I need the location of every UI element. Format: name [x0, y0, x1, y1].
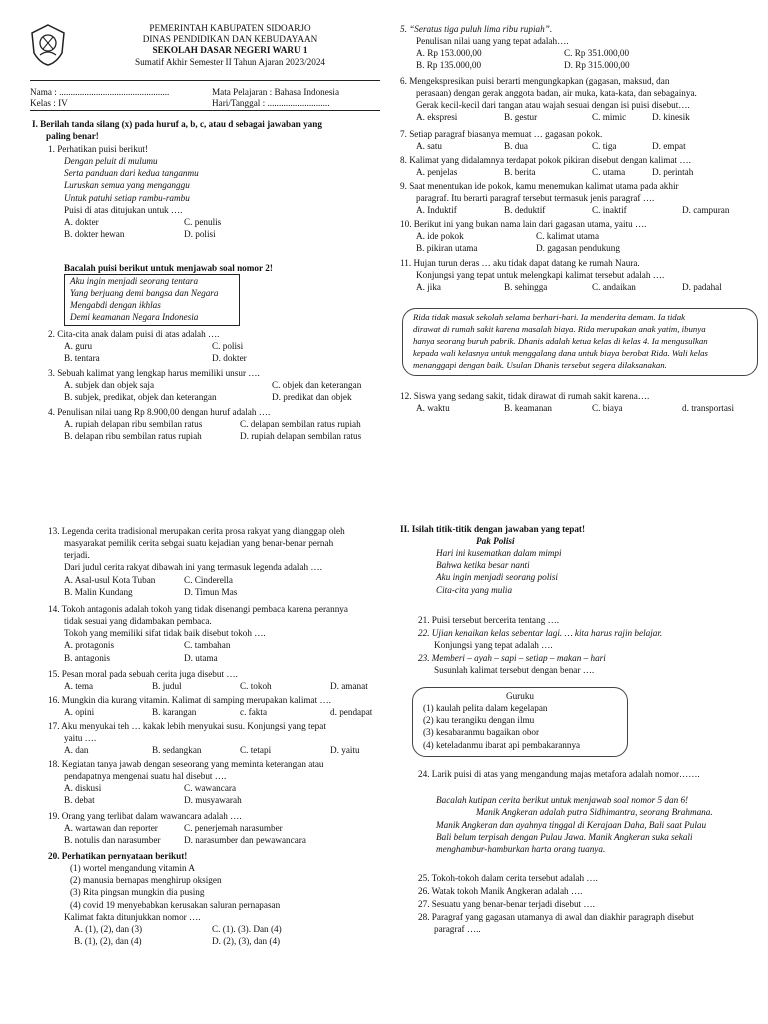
q26-stem: 26. Watak tokoh Manik Angkeran adalah ….: [418, 886, 583, 896]
q17-option-c[interactable]: C. tetapi: [240, 745, 272, 756]
q6-option-a[interactable]: A. ekspresi: [416, 112, 458, 123]
q11-option-a[interactable]: A. jika: [416, 282, 442, 293]
q18-line-2: pendapatnya mengenai suatu hal disebut ….: [64, 771, 227, 782]
poem-2-instruction: Bacalah puisi berikut untuk menjawab soal nomor 2!: [64, 263, 273, 273]
q18-options-row-2: [48, 794, 383, 806]
q7-option-b[interactable]: B. dua: [504, 141, 528, 152]
story-2-line: Bali belum terpisah dengan Pulau Jawa. Manik Angkeran suka sekali: [436, 831, 693, 842]
subject-field: Mata Pelajaran : Bahasa Indonesia: [212, 87, 340, 97]
q12-option-d[interactable]: d. transportasi: [682, 403, 735, 414]
q14-option-b[interactable]: B. antagonis: [64, 652, 110, 663]
q13-options-row-2: [48, 586, 383, 598]
q19-options-row-1: [48, 822, 383, 834]
q10-option-c[interactable]: C. kalimat utama: [536, 231, 600, 242]
header-exam-title: Sumatif Akhir Semester II Tahun Ajaran 2023/2024: [134, 56, 326, 67]
q18-option-d[interactable]: D. musyawarah: [184, 795, 242, 806]
q4-option-d[interactable]: D. rupiah delapan sembilan ratus: [240, 431, 362, 442]
q20-ask: Kalimat fakta ditunjukkan nomor ….: [64, 911, 201, 922]
q17-options: [48, 744, 383, 756]
q18-option-c[interactable]: C. wawancara: [184, 783, 237, 794]
q20-statement: (1) wortel mengandung vitamin A: [70, 863, 196, 874]
q18-line-1: 18. Kegiatan tanya jawab dengan seseorang yang meminta keterangan atau: [48, 759, 324, 769]
q10-options-row-1: [400, 230, 740, 242]
section-2-title: II. Isilah titik-titik dengan jawaban yang tepat!: [400, 524, 586, 534]
q17-line-1: 17. Aku menyukai teh … kakak lebih menyukai susu. Konjungsi yang tepat: [48, 721, 326, 731]
q1-options: [48, 216, 378, 228]
q2-options-row-1: [48, 340, 378, 352]
story-2-line: menghambur-hamburkan harta orang tuanya.: [436, 844, 606, 855]
story-2-intro: Bacalah kutipan cerita berikut untuk menjawab soal nomor 5 dan 6!: [436, 795, 689, 805]
q2-option-a[interactable]: A. guru: [64, 341, 93, 352]
q14-options-row-2: [48, 652, 383, 664]
q15-option-b[interactable]: B. judul: [152, 681, 182, 692]
q6-line-2: perasaan) dengan gerak anggota badan, air muka, kata-kata, dan sebagainya.: [416, 88, 697, 99]
q7-option-c[interactable]: C. tiga: [592, 141, 617, 152]
q8-option-b[interactable]: B. berita: [504, 167, 536, 178]
q3-options-row-1: [48, 379, 378, 391]
q14-option-a[interactable]: A. protagonis: [64, 640, 115, 651]
q13-line-2: masyarakat pemilik cerita sebgai suatu kejadian yang benar-benar pernah: [64, 538, 334, 549]
question-12: [400, 390, 740, 414]
q14-option-c[interactable]: C. tambahan: [184, 640, 231, 651]
q14-option-d[interactable]: D. utama: [184, 652, 218, 663]
q13-options-row-1: [48, 574, 383, 586]
q20-options-row-2: [48, 935, 383, 947]
q14-options-row-1: [48, 639, 383, 651]
q22-stem: 22. Ujian kenaikan kelas sebentar lagi. … kita harus rajin belajar.: [418, 628, 663, 638]
q6-option-b[interactable]: B. gestur: [504, 112, 538, 123]
q8-option-d[interactable]: D. perintah: [652, 167, 694, 178]
class-field: Kelas : IV: [30, 98, 68, 108]
school-emblem-logo: [28, 23, 68, 67]
story-1-line: dirawat di rumah sakit karena masalah biaya. Rida merupakan anak yatim, ibunya: [413, 323, 706, 334]
q20-statement: (3) Rita pingsan mungkin dia pusing: [70, 887, 205, 898]
q5-option-a[interactable]: A. Rp 153.000,00: [416, 48, 482, 59]
q9-option-d[interactable]: D. campuran: [682, 205, 730, 216]
q12-option-c[interactable]: C. biaya: [592, 403, 623, 414]
q19-stem: 19. Orang yang terlibat dalam wawancara adalah ….: [48, 811, 242, 821]
q8-option-c[interactable]: C. utama: [592, 167, 626, 178]
q4-options-row-1: [48, 418, 378, 430]
q13-option-d[interactable]: D. Timun Mas: [184, 586, 238, 597]
q21-stem: 21. Puisi tersebut bercerita tentang ….: [418, 615, 560, 625]
question-28: [418, 911, 748, 935]
name-field[interactable]: Nama : ................................................: [30, 87, 170, 97]
q7-options: [400, 140, 740, 152]
q11-sub: Konjungsi yang tepat untuk melengkapi kalimat tersebut adalah ….: [416, 270, 665, 281]
q2-option-d[interactable]: D. dokter: [212, 353, 247, 364]
question-9: [400, 180, 740, 216]
question-6: [400, 75, 740, 124]
q16-option-c[interactable]: c. fakta: [240, 707, 268, 718]
story-1-line: kepada wali kelasnya untuk menggalang dana untuk biaya berobat Rida. Wali kelas: [413, 347, 708, 358]
q9-option-a[interactable]: A. Induktif: [416, 205, 457, 216]
q4-option-c[interactable]: C. delapan sembilan ratus rupiah: [240, 419, 361, 430]
q1-poem-line: Dengan peluit di mulumu: [64, 156, 158, 167]
question-4: [48, 406, 378, 442]
q28-line-2: paragraf …..: [434, 924, 481, 935]
section-1-title-cont: paling benar!: [46, 131, 99, 142]
q6-options: [400, 111, 740, 123]
poem-line: Aku ingin menjadi seorang polisi: [436, 572, 558, 583]
q6-option-c[interactable]: C. mimic: [592, 112, 627, 123]
q5-options-row-2: [400, 59, 740, 71]
q1-option-b[interactable]: B. dokter hewan: [64, 228, 125, 239]
section-1-title: I. Berilah tanda silang (x) pada huruf a, b, c, atau d sebagai jawaban yang: [32, 119, 322, 129]
poem-2-line: Yang berjuang demi bangsa dan Negara: [70, 287, 219, 298]
q6-line-1: 6. Mengekspresikan puisi berarti mengungkapkan (gagasan, maksud, dan: [400, 76, 670, 86]
q1-poem-line: Luruskan semua yang menganggu: [64, 180, 190, 191]
q1-poem: [48, 155, 378, 204]
question-17: [48, 720, 383, 756]
q20-statements: [48, 862, 383, 911]
q20-option-a[interactable]: A. (1), (2), dan (3): [74, 923, 143, 934]
q13-option-b[interactable]: B. Malin Kundang: [64, 586, 133, 597]
story-2-excerpt: [436, 794, 756, 856]
q5-sub: Penulisan nilai uang yang tepat adalah….: [416, 36, 569, 47]
q19-option-d[interactable]: D. narasumber dan pewawancara: [184, 835, 306, 846]
q10-stem: 10. Berikut ini yang bukan nama lain dari gagasan utama, yaitu ….: [400, 219, 647, 229]
story-1-line: hanya seorang buruh pabrik. Dhanis adalah ketua kelas di kelas 4. Ia mengusulkan: [413, 335, 708, 346]
q1-option-c[interactable]: C. penulis: [184, 216, 222, 227]
question-7: [400, 128, 740, 152]
q13-line-1: 13. Legenda cerita tradisional merupakan cerita prosa rakyat yang dianggap oleh: [48, 526, 345, 536]
section-1-instructions: [32, 118, 382, 142]
q1-poem-line: Serta panduan dari kedua tanganmu: [64, 168, 199, 179]
header-line-1: PEMERINTAH KABUPATEN SIDOARJO: [149, 23, 311, 33]
q9-line-2: paragraf. Itu berarti paragraf tersebut termasuk jenis paragraf ….: [416, 193, 655, 204]
question-13: [48, 525, 383, 598]
question-16: [48, 694, 383, 718]
q20-options-row-1: [48, 923, 383, 935]
q16-option-d[interactable]: d. pendapat: [330, 707, 373, 718]
q6-line-3: Gerak kecil-kecil dari tangan atau wajah sesuai dengan isi puisi disebut….: [416, 100, 690, 111]
q5-quote: 5. “Seratus tiga puluh lima ribu rupiah”.: [400, 24, 553, 34]
q10-options-row-2: [400, 242, 740, 254]
q20-option-b[interactable]: B. (1), (2), dan (4): [74, 935, 142, 946]
q5-options-row-1: [400, 47, 740, 59]
q19-options-row-2: [48, 834, 383, 846]
q2-stem: 2. Cita-cita anak dalam puisi di atas adalah ….: [48, 329, 220, 339]
q9-option-b[interactable]: B. deduktif: [504, 205, 546, 216]
q12-option-b[interactable]: B. keamanan: [504, 403, 552, 414]
q13-line-3: terjadi.: [64, 550, 90, 561]
story-1-line: menanggapi dengan baik. Usulan Dhanis tersebut segera dilaksanakan.: [413, 359, 667, 370]
q9-line-1: 9. Saat menentukan ide pokok, kamu menemukan kalimat utama pada akhir: [400, 181, 679, 191]
q1-ask: Puisi di atas ditujukan untuk ….: [64, 204, 183, 215]
q16-option-a[interactable]: A. opini: [64, 707, 95, 718]
q15-option-c[interactable]: C. tokoh: [240, 681, 272, 692]
question-24: [418, 768, 748, 780]
q3-option-d[interactable]: D. predikat dan objek: [272, 392, 352, 403]
q3-options-row-2: [48, 391, 378, 403]
q19-option-b[interactable]: B. notulis dan narasumber: [64, 835, 161, 846]
q17-option-d[interactable]: D. yaitu: [330, 745, 360, 756]
q11-options: [400, 281, 740, 293]
q19-option-a[interactable]: A. wartawan dan reporter: [64, 823, 158, 834]
story-2-line: Manik Angkeran adalah putra Sidhimantra, seorang Brahmana.: [476, 807, 713, 818]
q4-option-a[interactable]: A. rupiah delapan ribu sembilan ratus: [64, 419, 203, 430]
q18-option-a[interactable]: A. diskusi: [64, 783, 102, 794]
q12-stem: 12. Siswa yang sedang sakit, tidak dirawat di rumah sakit karena….: [400, 391, 650, 401]
q7-option-d[interactable]: D. empat: [652, 141, 686, 152]
poem-2-line: Mengabdi dengan ikhlas: [70, 299, 161, 310]
q3-option-b[interactable]: B. subjek, predikat, objek dan keterangan: [64, 392, 217, 403]
q8-options: [400, 166, 740, 178]
q20-option-c[interactable]: C. (1). (3). Dan (4): [212, 923, 282, 934]
q8-stem: 8. Kalimat yang didalamnya terdapat pokok pikiran disebut dengan kalimat ….: [400, 155, 691, 165]
q3-option-a[interactable]: A. subjek dan objek saja: [64, 380, 155, 391]
q7-stem: 7. Setiap paragraf biasanya memuat … gagasan pokok.: [400, 129, 603, 139]
q13-option-c[interactable]: C. Cinderella: [184, 574, 233, 585]
q5-option-c[interactable]: C. Rp 351.000,00: [564, 48, 630, 59]
question-15: [48, 668, 383, 692]
guruku-poem-box: [412, 687, 628, 757]
q2-option-c[interactable]: C. polisi: [212, 341, 244, 352]
q18-option-b[interactable]: B. debat: [64, 795, 95, 806]
question-27: [418, 898, 748, 910]
q17-option-a[interactable]: A. dan: [64, 745, 89, 756]
question-23: [418, 652, 748, 676]
q15-options: [48, 680, 383, 692]
q11-option-b[interactable]: B. sehingga: [504, 282, 548, 293]
q16-options: [48, 706, 383, 718]
q13-line-4: Dari judul cerita rakyat dibawah ini yang termasuk legenda adalah ….: [64, 562, 322, 573]
q10-option-a[interactable]: A. ide pokok: [416, 231, 464, 242]
q3-stem: 3. Sebuah kalimat yang lengkap harus memiliki unsur ….: [48, 368, 260, 378]
q27-stem: 27. Sesuatu yang benar-benar terjadi disebut ….: [418, 899, 595, 909]
q18-options-row-1: [48, 782, 383, 794]
q4-options-row-2: [48, 430, 378, 442]
q13-option-a[interactable]: A. Asal-usul Kota Tuban: [64, 574, 156, 585]
q20-stem: 20. Perhatikan pernyataan berikut!: [48, 851, 188, 861]
guruku-line: (3) kesabaranmu bagaikan obor: [423, 727, 540, 738]
page-header: [80, 23, 380, 68]
question-19: [48, 810, 383, 846]
q5-stem: [400, 23, 740, 35]
section-2-poem: [436, 535, 562, 596]
q20-option-d[interactable]: D. (2), (3), dan (4): [212, 935, 281, 946]
q17-line-2: yaitu ….: [64, 733, 97, 744]
q25-stem: 25. Tokoh-tokoh dalam cerita tersebut adalah ….: [418, 873, 598, 883]
q22-sub: Konjungsi yang tepat adalah ….: [434, 640, 553, 651]
q28-line-1: 28. Paragraf yang gagasan utamanya di awal dan diakhir paragraph disebut: [418, 912, 694, 922]
poem-2-box: [64, 274, 240, 326]
q14-line-3: Tokoh yang memiliki sifat tidak baik disebut tokoh ….: [64, 628, 266, 639]
question-3: [48, 367, 378, 403]
q14-line-1: 14. Tokoh antagonis adalah tokoh yang tidak disenangi pembaca karena perannya: [48, 604, 348, 614]
q19-option-c[interactable]: C. penerjemah narasumber: [184, 823, 283, 834]
q1-option-d[interactable]: D. polisi: [184, 228, 216, 239]
q11-option-c[interactable]: C. andaikan: [592, 282, 636, 293]
question-8: [400, 154, 740, 178]
story-1-box: [402, 308, 758, 376]
question-10: [400, 218, 740, 254]
q16-option-b[interactable]: B. karangan: [152, 707, 197, 718]
header-divider: [30, 80, 380, 81]
q9-options: [400, 204, 740, 216]
q2-options-row-2: [48, 352, 378, 364]
q24-stem: 24. Larik puisi di atas yang mengandung majas metafora adalah nomor…….: [418, 769, 700, 779]
q7-option-a[interactable]: A. satu: [416, 141, 443, 152]
question-2: [48, 328, 378, 364]
question-26: [418, 885, 748, 897]
question-21: [418, 614, 748, 626]
question-20: [48, 850, 383, 947]
q1-poem-line: Untuk patuhi setiap rambu-rambu: [64, 192, 190, 203]
q2-option-b[interactable]: B. tentara: [64, 353, 100, 364]
poem-line: Bahwa ketika besar nanti: [436, 560, 530, 571]
poem-line: Cita-cita yang mulia: [436, 584, 513, 595]
guruku-line: (2) kau terangiku dengan ilmu: [423, 715, 535, 726]
q5-option-d[interactable]: D. Rp 315.000,00: [564, 60, 630, 71]
q14-line-2: tidak sesuai yang didambakan pembaca.: [64, 616, 212, 627]
q3-option-c[interactable]: C. objek dan keterangan: [272, 380, 362, 391]
q1-stem: 1. Perhatikan puisi berikut!: [48, 144, 149, 154]
q11-stem: 11. Hujan turun deras … aku tidak dapat datang ke rumah Naura.: [400, 258, 640, 268]
q23-sub: Susunlah kalimat tersebut dengan benar ….: [434, 665, 595, 676]
poem-2-line: Aku ingin menjadi seorang tentara: [70, 276, 199, 286]
question-14: [48, 603, 383, 664]
q10-option-d[interactable]: D. gagasan pendukung: [536, 243, 620, 254]
q12-options: [400, 402, 740, 414]
guruku-title: Guruku: [505, 691, 535, 701]
q20-statement: (2) manusia bernapas menghirup oksigen: [70, 875, 222, 886]
question-25: [418, 872, 748, 884]
q9-option-c[interactable]: C. inaktif: [592, 205, 627, 216]
date-field[interactable]: Hari/Tanggal : ...........................: [212, 98, 330, 108]
identity-divider: [30, 110, 380, 111]
q16-stem: 16. Mungkin dia kurang vitamin. Kalimat di samping merupakan kalimat ….: [48, 695, 331, 705]
q1-option-a[interactable]: A. dokter: [64, 216, 99, 227]
guruku-line: (4) keteladanmu ibarat api pembakarannya: [423, 739, 581, 750]
q11-option-d[interactable]: D. padahal: [682, 282, 722, 293]
question-11: [400, 257, 740, 293]
question-5: [400, 23, 740, 72]
q17-option-b[interactable]: B. sedangkan: [152, 745, 202, 756]
q10-option-b[interactable]: B. pikiran utama: [416, 243, 478, 254]
poem-2-line: Demi keamanan Negara Indonesia: [70, 311, 199, 322]
q15-stem: 15. Pesan moral pada sebuah cerita juga disebut ….: [48, 669, 238, 679]
question-1: [48, 143, 378, 240]
q12-option-a[interactable]: A. waktu: [416, 403, 450, 414]
q4-option-b[interactable]: B. delapan ribu sembilan ratus rupiah: [64, 431, 202, 442]
poem-line: Hari ini kusematkan dalam mimpi: [436, 548, 562, 559]
header-line-2: DINAS PENDIDIKAN DAN KEBUDAYAAN: [142, 34, 318, 45]
guruku-line: (1) kaulah pelita dalam kegelapan: [423, 703, 548, 714]
poem-title: Pak Polisi: [476, 536, 515, 546]
q15-option-a[interactable]: A. tema: [64, 681, 94, 692]
story-1-line: Rida tidak masuk sekolah selama berhari-hari. Ia menderita demam. Ia tidak: [413, 312, 686, 322]
question-18: [48, 758, 383, 807]
q23-stem: 23. Memberi – ayah – sapi – setiap – makan – hari: [418, 653, 606, 663]
q15-option-d[interactable]: D. amanat: [330, 681, 368, 692]
q4-stem: 4. Penulisan nilai uang Rp 8.900,00 dengan huruf adalah ….: [48, 407, 271, 417]
header-school-name: SEKOLAH DASAR NEGERI WARU 1: [152, 45, 308, 56]
question-22: [418, 627, 748, 651]
q5-option-b[interactable]: B. Rp 135.000,00: [416, 60, 482, 71]
q1-options-row-2: [48, 228, 378, 240]
q20-statement: (4) covid 19 menyebabkan kerusakan saluran pernapasan: [70, 899, 281, 910]
q8-option-a[interactable]: A. penjelas: [416, 167, 458, 178]
q6-option-d[interactable]: D. kinesik: [652, 112, 690, 123]
story-2-line: Manik Angkeran dan ayahnya tinggal di Kerajaan Daha, Bali saat Pulau: [436, 819, 707, 830]
